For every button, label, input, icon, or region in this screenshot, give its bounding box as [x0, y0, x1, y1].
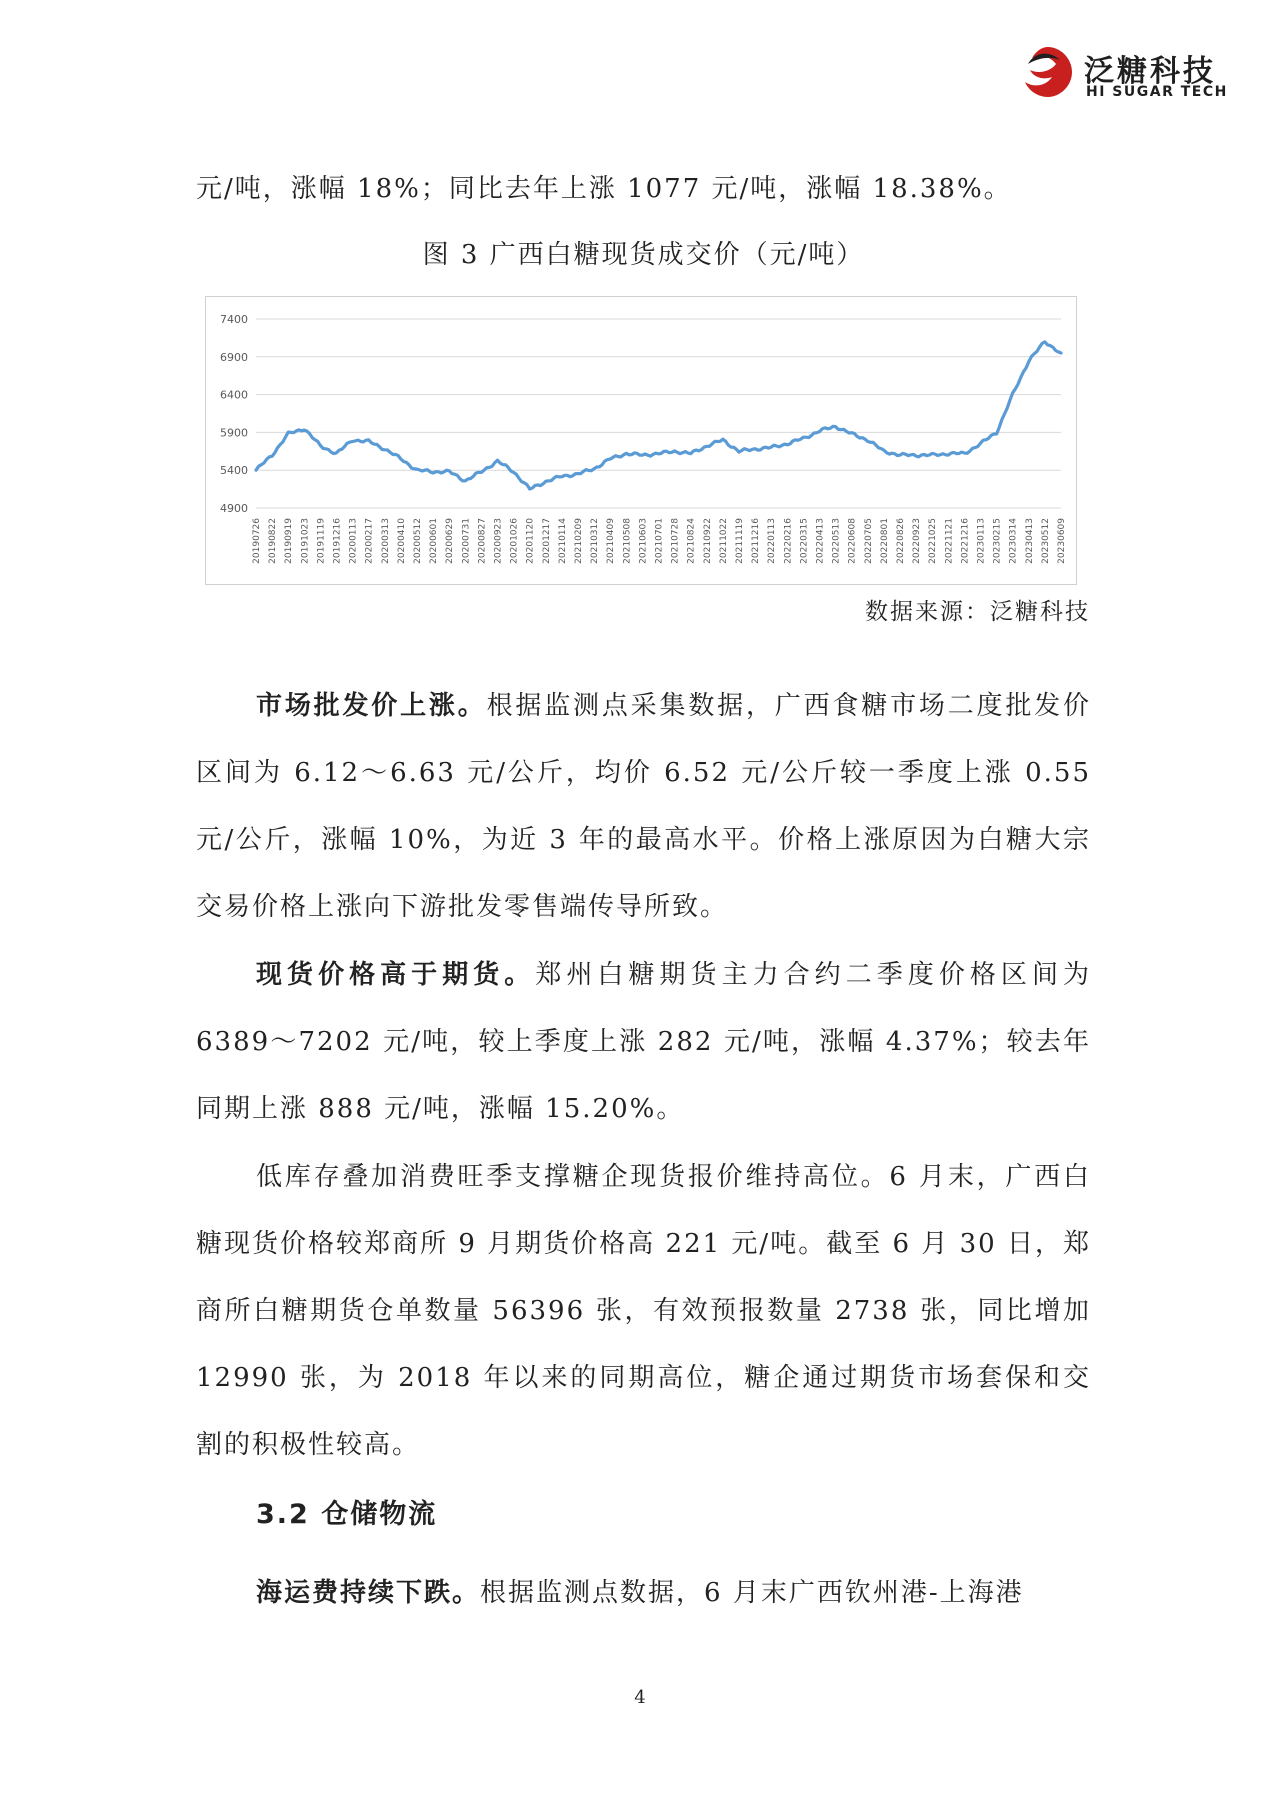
x-tick-label: 20230314: [1008, 518, 1019, 564]
x-tick-label: 20191119: [316, 518, 327, 564]
price-line-chart: [206, 297, 1076, 584]
y-tick-label: 5900: [220, 426, 248, 440]
sugar-drop-logo-icon: [1020, 44, 1076, 100]
x-tick-label: 20210312: [590, 518, 601, 564]
x-tick-label: 20220216: [783, 518, 794, 564]
y-tick-label: 6900: [220, 350, 248, 364]
x-tick-label: 20200731: [461, 518, 472, 564]
x-tick-label: 20220826: [896, 518, 906, 564]
x-tick-label: 20230215: [992, 518, 1003, 564]
x-tick-label: 20200923: [493, 518, 504, 564]
brand-logo: [1020, 44, 1260, 104]
x-tick-label: 20210603: [638, 518, 649, 564]
x-tick-label: 20221025: [928, 518, 939, 564]
x-tick-label: 20201026: [509, 518, 520, 564]
figure-source: 数据来源：泛糖科技: [865, 599, 1090, 625]
x-tick-label: 20230512: [1040, 518, 1051, 564]
x-tick-label: 20200629: [445, 518, 456, 564]
x-tick-label: 20190822: [268, 518, 279, 564]
x-tick-label: 20220413: [815, 518, 826, 564]
x-tick-label: 20230113: [976, 518, 987, 564]
x-tick-label: 20230609: [1057, 518, 1067, 564]
x-tick-label: 20211119: [735, 518, 745, 564]
paragraph-spot-vs-futures-text: 郑州白糖期货主力合约二季度价格区间为 6389～7202 元/吨，较上季度上涨 282 元/吨，涨幅 4.37%；较去年同期上涨 888 元/吨，涨幅 15.20%。: [196, 960, 1091, 1124]
x-tick-label: 20200827: [477, 518, 488, 564]
x-tick-label: 20190919: [284, 518, 295, 564]
x-tick-label: 20210701: [654, 518, 665, 564]
paragraph-freight-text: 根据监测点数据，6 月末广西钦州港-上海港: [480, 1578, 1024, 1608]
x-tick-label: 20201120: [525, 518, 536, 564]
x-tick-label: 20200410: [396, 518, 407, 564]
x-tick-label: 20220315: [799, 518, 810, 564]
paragraph-wholesale-price-text: 根据监测点采集数据，广西食糖市场二度批发价区间为 6.12～6.63 元/公斤，均价 6.52 元/公斤较一季度上涨 0.55 元/公斤，涨幅 10%，为近 3 年的最高水平。价格上涨原因为白糖大宗交易价格上涨向下游批发零售端传导所致。: [196, 691, 1091, 922]
x-tick-label: 20210728: [670, 518, 681, 564]
paragraph-wholesale-price-lead: 市场批发价上涨。: [256, 691, 487, 721]
x-tick-label: 20201217: [541, 518, 552, 564]
paragraph-wholesale-price: [196, 673, 1091, 941]
x-tick-label: 20200601: [429, 518, 440, 564]
price-series-line: [256, 342, 1061, 489]
x-tick-label: 20230413: [1024, 518, 1035, 564]
x-tick-label: 20191216: [332, 518, 343, 564]
logo-chinese-name: 泛糖科技: [1084, 54, 1216, 89]
paragraph-spot-vs-futures-lead: 现货价格高于期货。: [256, 960, 536, 990]
x-tick-label: 20210409: [606, 518, 617, 564]
paragraph-spot-vs-futures: [196, 942, 1091, 1143]
y-tick-label: 4900: [220, 502, 248, 515]
x-tick-label: 20220608: [847, 518, 858, 564]
x-tick-label: 20211022: [718, 518, 729, 564]
x-tick-label: 20200217: [364, 518, 375, 564]
x-tick-label: 20220113: [767, 518, 778, 564]
y-tick-label: 5400: [220, 464, 248, 478]
page-number: 4: [634, 1687, 646, 1708]
x-tick-label: 20211216: [751, 518, 762, 564]
x-tick-label: 20200313: [380, 518, 391, 564]
paragraph-freight-lead: 海运费持续下跌。: [256, 1578, 481, 1608]
x-tick-label: 20220705: [863, 518, 874, 564]
chart-frame: [205, 296, 1077, 585]
x-tick-label: 20200512: [413, 518, 423, 564]
x-tick-label: 20210209: [574, 518, 584, 564]
x-tick-label: 20220923: [912, 518, 923, 564]
x-tick-label: 20190726: [252, 518, 262, 564]
paragraph-inventory: 低库存叠加消费旺季支撑糖企现货报价维持高位。6 月末，广西白糖现货价格较郑商所 9 月期货价格高 221 元/吨。截至 6 月 30 日，郑商所白糖期货仓单数量 56396 张，有效预报数量 2738 张，同比增加 12990 张，为 2018 年以来的同期高位，糖企通过期货市场套保和交割的积极性较高。: [196, 1162, 1091, 1460]
figure-title: 图 3 广西白糖现货成交价（元/吨）: [422, 240, 865, 270]
x-tick-label: 20210922: [702, 518, 713, 564]
logo-english-name: HI SUGAR TECH: [1086, 84, 1228, 100]
x-tick-label: 20221216: [960, 518, 971, 564]
x-tick-label: 20220513: [831, 518, 842, 564]
x-tick-label: 20210114: [557, 518, 568, 564]
x-tick-label: 20191023: [300, 518, 311, 564]
x-tick-label: 20220801: [879, 518, 890, 564]
section-heading-storage-logistics: 3.2 仓储物流: [256, 1499, 438, 1530]
x-tick-label: 20221121: [944, 518, 955, 564]
y-tick-label: 7400: [220, 313, 248, 326]
y-tick-label: 6400: [220, 388, 248, 402]
x-tick-label: 20210508: [622, 518, 633, 564]
x-tick-label: 20210824: [686, 518, 697, 564]
paragraph-freight: [196, 1560, 1091, 1627]
paragraph-continued: 元/吨，涨幅 18%；同比去年上涨 1077 元/吨，涨幅 18.38%。: [196, 174, 1012, 204]
x-tick-label: 20200113: [348, 518, 359, 564]
